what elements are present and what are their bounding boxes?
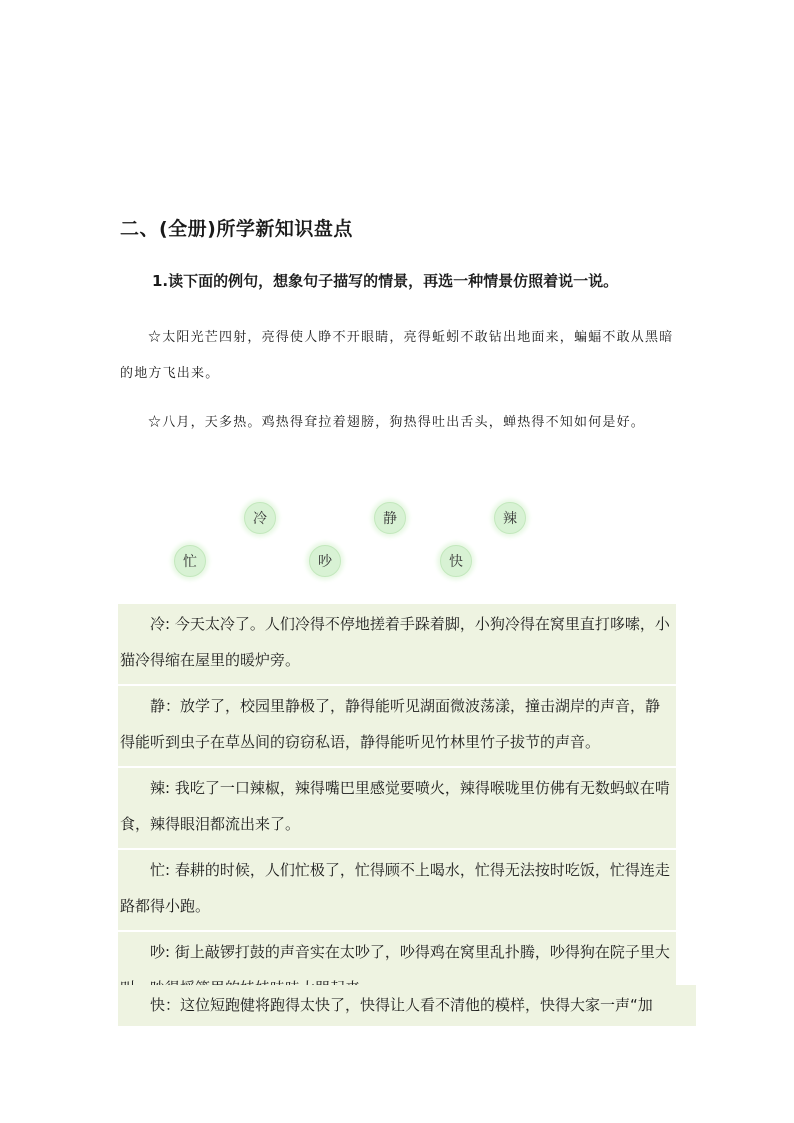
word-circle-kuai: 快 bbox=[440, 545, 472, 577]
example-sentence-2: ☆八月，天多热。鸡热得耷拉着翅膀，狗热得吐出舌头，蝉热得不知如何是好。 bbox=[148, 415, 646, 430]
word-circle-leng: 冷 bbox=[244, 502, 276, 534]
answer-kuai: 快：这位短跑健将跑得太快了，快得让人看不清他的模样，快得大家一声“加 bbox=[150, 996, 653, 1014]
answer-jing: 静：放学了，校园里静极了，静得能听见湖面微波荡漾，撞击湖岸的声音，静得能听到虫子在草丛间的窃窃私语，静得能听见竹林里竹子拔节的声音。 bbox=[118, 686, 676, 768]
word-circle-chao: 吵 bbox=[309, 545, 341, 577]
word-circle-la: 辣 bbox=[494, 502, 526, 534]
section-title: 二、(全册)所学新知识盘点 bbox=[120, 218, 353, 240]
answer-chao: 吵: 街上敲锣打鼓的声音实在太吵了，吵得鸡在窝里乱扑腾，吵得狗在院子里大 bbox=[118, 932, 676, 1014]
exercise-instruction: 1.读下面的例句，想象句子描写的情景，再选一种情景仿照着说一说。 bbox=[152, 272, 619, 290]
answer-la: 辣: 我吃了一口辣椒，辣得嘴巴里感觉要喷火，辣得喉咙里仿佛有无数蚂蚁在啃食，辣得眼泪都流出来了。 bbox=[118, 768, 676, 850]
answer-mang: 忙: 春耕的时候，人们忙极了，忙得顾不上喝水，忙得无法按时吃饭，忙得连走路都得小跑。 bbox=[118, 850, 676, 932]
word-circle-mang: 忙 bbox=[174, 545, 206, 577]
answer-kuai-block bbox=[118, 985, 696, 1026]
example-sentence-1: ☆太阳光芒四射，亮得使人睁不开眼睛，亮得蚯蚓不敢钻出地面来，蝙蝠不敢从黑暗的地方飞出来。 bbox=[120, 330, 674, 381]
answer-leng: 冷: 今天太冷了。人们冷得不停地搓着手跺着脚，小狗冷得在窝里直打哆嗦，小猫冷得缩在屋里的暖炉旁。 bbox=[118, 604, 676, 686]
answer-list bbox=[118, 604, 676, 1014]
word-circle-jing: 静 bbox=[374, 502, 406, 534]
